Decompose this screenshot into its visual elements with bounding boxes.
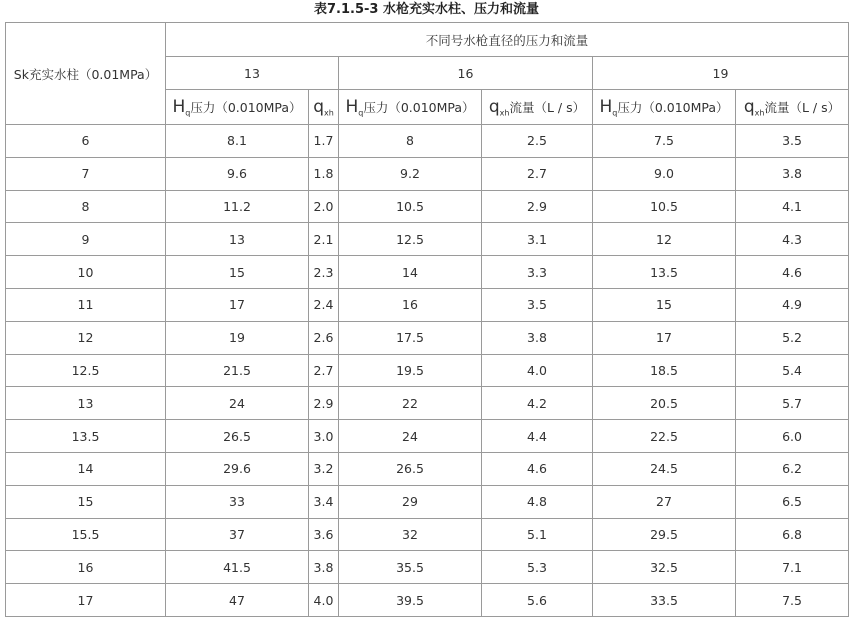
pressure-19-cell: 24.5 (593, 452, 736, 485)
table-row (6, 125, 849, 158)
pressure-label: 压力（0.010MPa） (190, 99, 302, 115)
pressure-19-cell: 15 (593, 288, 736, 321)
pressure-16-cell: 17.5 (339, 321, 482, 354)
flow-16-cell: 3.3 (482, 256, 593, 289)
flow-19-cell: 6.5 (736, 485, 849, 518)
flow-header-13 (309, 90, 339, 125)
sk-cell: 15 (6, 485, 166, 518)
pressure-13-cell: 37 (166, 518, 309, 551)
pressure-16-cell: 8 (339, 125, 482, 158)
pressure-19-cell: 10.5 (593, 190, 736, 223)
flow-16-cell: 2.9 (482, 190, 593, 223)
diameter-16-header: 16 (339, 57, 593, 90)
sk-cell: 12 (6, 321, 166, 354)
pressure-13-cell: 8.1 (166, 125, 309, 158)
flow-label: 流量（L / s） (509, 99, 586, 115)
pressure-19-cell: 29.5 (593, 518, 736, 551)
data-table (5, 22, 849, 617)
table-row (6, 485, 849, 518)
sk-cell: 13.5 (6, 420, 166, 453)
sk-cell: 15.5 (6, 518, 166, 551)
flow-19-cell: 7.1 (736, 551, 849, 584)
table-title: 表7.1.5-3 水枪充实水柱、压力和流量 (314, 2, 539, 17)
pressure-label: 压力（0.010MPa） (363, 99, 475, 115)
header-row-1 (6, 23, 849, 57)
sk-cell: 17 (6, 584, 166, 617)
flow-19-cell: 4.3 (736, 223, 849, 256)
sk-cell: 14 (6, 452, 166, 485)
pressure-label: 压力（0.010MPa） (617, 99, 729, 115)
flow-19-cell: 7.5 (736, 584, 849, 617)
sk-cell: 16 (6, 551, 166, 584)
table-row (6, 354, 849, 387)
flow-13-cell: 2.1 (309, 223, 339, 256)
pressure-13-cell: 21.5 (166, 354, 309, 387)
flow-16-cell: 4.8 (482, 485, 593, 518)
flow-19-cell: 3.8 (736, 157, 849, 190)
pressure-13-cell: 47 (166, 584, 309, 617)
sk-cell: 8 (6, 190, 166, 223)
h-subscript: q (612, 108, 618, 118)
pressure-16-cell: 39.5 (339, 584, 482, 617)
flow-13-cell: 3.4 (309, 485, 339, 518)
flow-16-cell: 3.5 (482, 288, 593, 321)
diameter-13-header: 13 (166, 57, 339, 90)
table-row (6, 387, 849, 420)
sk-cell: 13 (6, 387, 166, 420)
table-row (6, 223, 849, 256)
flow-19-cell: 6.0 (736, 420, 849, 453)
h-subscript: q (358, 108, 364, 118)
pressure-19-cell: 12 (593, 223, 736, 256)
flow-19-cell: 6.2 (736, 452, 849, 485)
h-letter: H (172, 96, 186, 117)
table-row (6, 157, 849, 190)
table-row (6, 420, 849, 453)
h-letter: H (345, 96, 359, 117)
q-letter: q (313, 96, 324, 117)
flow-13-cell: 3.8 (309, 551, 339, 584)
stub-header: Sk充实水柱（0.01MPa） (6, 23, 166, 125)
sk-cell: 12.5 (6, 354, 166, 387)
flow-16-cell: 4.2 (482, 387, 593, 420)
flow-19-cell: 4.6 (736, 256, 849, 289)
flow-19-cell: 6.8 (736, 518, 849, 551)
table-row (6, 288, 849, 321)
pressure-19-cell: 17 (593, 321, 736, 354)
flow-16-cell: 3.1 (482, 223, 593, 256)
h-letter: H (599, 96, 613, 117)
diameter-19-header: 19 (593, 57, 849, 90)
flow-13-cell: 3.6 (309, 518, 339, 551)
pressure-16-cell: 24 (339, 420, 482, 453)
pressure-13-cell: 33 (166, 485, 309, 518)
pressure-13-cell: 17 (166, 288, 309, 321)
q-subscript: xh (323, 108, 334, 118)
pressure-header-13 (166, 90, 309, 125)
flow-13-cell: 2.9 (309, 387, 339, 420)
pressure-16-cell: 22 (339, 387, 482, 420)
pressure-19-cell: 27 (593, 485, 736, 518)
flow-19-cell: 5.7 (736, 387, 849, 420)
q-letter: q (743, 96, 755, 117)
flow-16-cell: 2.5 (482, 125, 593, 158)
sk-cell: 11 (6, 288, 166, 321)
flow-16-cell: 5.6 (482, 584, 593, 617)
pressure-16-cell: 10.5 (339, 190, 482, 223)
h-subscript: q (185, 108, 191, 118)
flow-19-cell: 4.9 (736, 288, 849, 321)
flow-13-cell: 2.6 (309, 321, 339, 354)
flow-19-cell: 5.4 (736, 354, 849, 387)
pressure-header-19 (593, 90, 736, 125)
flow-header-19 (736, 90, 849, 125)
pressure-16-cell: 26.5 (339, 452, 482, 485)
pressure-13-cell: 11.2 (166, 190, 309, 223)
pressure-13-cell: 13 (166, 223, 309, 256)
pressure-19-cell: 7.5 (593, 125, 736, 158)
table-row (6, 256, 849, 289)
pressure-19-cell: 32.5 (593, 551, 736, 584)
pressure-16-cell: 16 (339, 288, 482, 321)
pressure-19-cell: 22.5 (593, 420, 736, 453)
flow-16-cell: 3.8 (482, 321, 593, 354)
table-row (6, 321, 849, 354)
pressure-16-cell: 9.2 (339, 157, 482, 190)
sk-cell: 9 (6, 223, 166, 256)
sk-cell: 7 (6, 157, 166, 190)
pressure-16-cell: 19.5 (339, 354, 482, 387)
table-row (6, 518, 849, 551)
pressure-13-cell: 24 (166, 387, 309, 420)
pressure-header-16 (339, 90, 482, 125)
table-row (6, 452, 849, 485)
pressure-16-cell: 32 (339, 518, 482, 551)
flow-16-cell: 4.6 (482, 452, 593, 485)
q-subscript: xh (754, 108, 765, 118)
pressure-19-cell: 20.5 (593, 387, 736, 420)
pressure-16-cell: 14 (339, 256, 482, 289)
flow-label: 流量（L / s） (764, 99, 841, 115)
pressure-19-cell: 33.5 (593, 584, 736, 617)
flow-13-cell: 2.4 (309, 288, 339, 321)
flow-16-cell: 4.0 (482, 354, 593, 387)
flow-16-cell: 5.1 (482, 518, 593, 551)
flow-13-cell: 3.0 (309, 420, 339, 453)
table-row (6, 190, 849, 223)
pressure-13-cell: 29.6 (166, 452, 309, 485)
flow-19-cell: 3.5 (736, 125, 849, 158)
flow-13-cell: 2.7 (309, 354, 339, 387)
flow-13-cell: 2.3 (309, 256, 339, 289)
pressure-13-cell: 19 (166, 321, 309, 354)
pressure-16-cell: 12.5 (339, 223, 482, 256)
flow-16-cell: 2.7 (482, 157, 593, 190)
flow-13-cell: 3.2 (309, 452, 339, 485)
pressure-13-cell: 41.5 (166, 551, 309, 584)
flow-header-16 (482, 90, 593, 125)
flow-13-cell: 4.0 (309, 584, 339, 617)
pressure-13-cell: 9.6 (166, 157, 309, 190)
pressure-19-cell: 18.5 (593, 354, 736, 387)
flow-19-cell: 4.1 (736, 190, 849, 223)
q-letter: q (488, 96, 500, 117)
pressure-16-cell: 35.5 (339, 551, 482, 584)
table-row (6, 551, 849, 584)
group-header: 不同号水枪直径的压力和流量 (166, 23, 849, 57)
table-row (6, 584, 849, 617)
sk-cell: 10 (6, 256, 166, 289)
sk-cell: 6 (6, 125, 166, 158)
flow-16-cell: 5.3 (482, 551, 593, 584)
flow-13-cell: 2.0 (309, 190, 339, 223)
pressure-13-cell: 15 (166, 256, 309, 289)
flow-13-cell: 1.7 (309, 125, 339, 158)
pressure-13-cell: 26.5 (166, 420, 309, 453)
pressure-19-cell: 13.5 (593, 256, 736, 289)
pressure-16-cell: 29 (339, 485, 482, 518)
flow-19-cell: 5.2 (736, 321, 849, 354)
q-subscript: xh (499, 108, 510, 118)
pressure-19-cell: 9.0 (593, 157, 736, 190)
flow-13-cell: 1.8 (309, 157, 339, 190)
flow-16-cell: 4.4 (482, 420, 593, 453)
